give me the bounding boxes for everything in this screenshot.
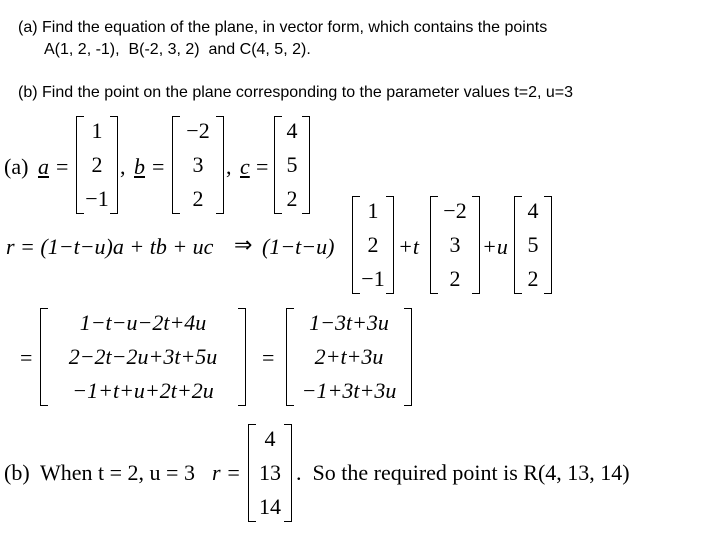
vector-c-repeat-y: 5 <box>527 232 539 257</box>
part-b-label: (b) <box>4 460 30 485</box>
vector-a-repeat-z: −1 <box>361 266 385 291</box>
expanded-vector <box>40 308 246 406</box>
vector-c-z: 2 <box>286 186 298 211</box>
vector-b-repeat-y: 3 <box>449 232 461 257</box>
vector-b-repeat-x: −2 <box>443 198 467 223</box>
comma: , <box>226 154 232 179</box>
expanded-y: 2−2t−2u+3t+5u <box>68 344 218 369</box>
coefficient-one-minus-t-minus-u: (1−t−u) <box>262 234 335 259</box>
point-x: 4 <box>264 426 276 451</box>
plus-t: +t <box>398 234 419 259</box>
vector-a-y: 2 <box>91 152 103 177</box>
point-y: 13 <box>259 460 281 485</box>
implies-arrow: ⇒ <box>234 232 253 257</box>
equals-sign: = <box>56 154 69 179</box>
plus-u: +u <box>482 234 508 259</box>
vector-b-name: b <box>134 154 145 179</box>
vector-c-y: 5 <box>286 152 298 177</box>
vector-b-x: −2 <box>186 118 210 143</box>
vector-b-y: 3 <box>192 152 204 177</box>
part-b-question: (b) Find the point on the plane corresponding to the parameter values t=2, u=3 <box>18 84 574 101</box>
equals-sign: = <box>152 154 165 179</box>
vector-c-repeat-x: 4 <box>527 198 539 223</box>
simplified-y: 2+t+3u <box>314 344 384 369</box>
simplified-x: 1−3t+3u <box>309 310 389 335</box>
point-z: 14 <box>259 494 281 519</box>
vector-c-repeat-z: 2 <box>527 266 539 291</box>
equals-sign: = <box>20 345 33 370</box>
comma: , <box>120 154 126 179</box>
point-vector <box>248 424 292 522</box>
parametric-equation: r = (1−t−u)a + tb + uc <box>6 234 214 259</box>
vector-b-z: 2 <box>192 186 204 211</box>
vector-c-repeat <box>514 196 552 294</box>
vector-c <box>274 116 310 214</box>
vector-b-repeat <box>430 196 480 294</box>
part-a-label: (a) <box>4 154 29 179</box>
expanded-z: −1+t+u+2t+2u <box>72 378 214 403</box>
vector-b <box>172 116 224 214</box>
part-a-question-line1: (a) Find the equation of the plane, in vector form, which contains the points <box>18 19 548 36</box>
vector-c-x: 4 <box>286 118 298 143</box>
expanded-x: 1−t−u−2t+4u <box>79 310 207 335</box>
vector-a-repeat <box>352 196 394 294</box>
vector-a-repeat-y: 2 <box>367 232 379 257</box>
equals-sign: = <box>262 345 275 370</box>
vector-c-name: c <box>240 154 250 179</box>
conclusion-text: . So the required point is R(4, 13, 14) <box>296 460 630 485</box>
r-equals: r = <box>212 460 241 485</box>
simplified-vector <box>286 308 412 406</box>
vector-a-repeat-x: 1 <box>367 198 379 223</box>
vector-a-z: −1 <box>85 186 109 211</box>
vector-a-x: 1 <box>91 118 103 143</box>
vector-b-repeat-z: 2 <box>449 266 461 291</box>
vector-a <box>76 116 118 214</box>
equals-sign: = <box>256 154 269 179</box>
when-text: When t = 2, u = 3 <box>40 460 195 485</box>
part-a-question-line2: A(1, 2, -1), B(-2, 3, 2) and C(4, 5, 2). <box>44 41 311 58</box>
vector-a-name: a <box>38 154 49 179</box>
simplified-z: −1+3t+3u <box>301 378 397 403</box>
